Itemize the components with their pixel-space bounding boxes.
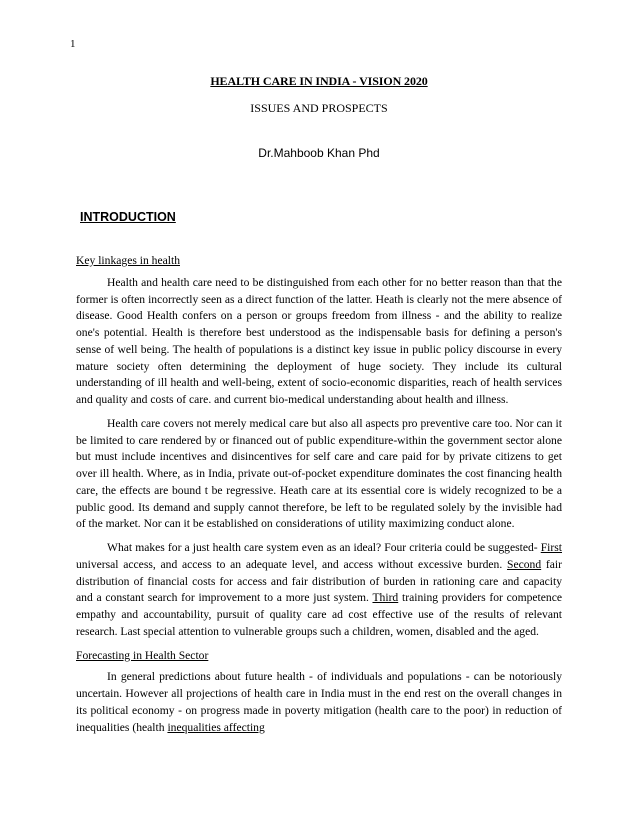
introduction-heading: INTRODUCTION (80, 210, 176, 224)
criterion-second-label: Second (507, 557, 542, 571)
criterion-third-label: Third (372, 591, 399, 605)
criterion-third-text: training providers for competence empathy and accountability, pursuit of quality care ad cost effective use of the results of relevant research. Last special attention to vulnerable groups such a children, women, disabled and the aged. (76, 591, 563, 638)
criterion-first-text: universal access, and access to an adequate level, and access without excessive burden. (76, 557, 508, 571)
forecasting-underlined-text: inequalities affecting (167, 720, 265, 734)
document-title: HEALTH CARE IN INDIA - VISION 2020 (210, 74, 428, 88)
document-body (76, 253, 562, 736)
paragraph-health-care-scope: Health care covers not merely medical care but also all aspects pro preventive care too. Nor can it be limited to care rendered by or financed out of public expenditure-within the government sector alone but must include incentives and disincentives for self care and care paid for by private citizens to get over ill health. Where, as in India, private out-of-pocket expenditure dominates the cost financing health care, the effects are bound t be regressive. Heath care at its essential core is widely recognized to be a public good. Its demand and supply cannot therefore, be left to be regulated solely by the invisible had of the market. Nor can it be established on considerations of utility maximizing conduct alone. (76, 416, 562, 531)
author-name: Dr.Mahboob Khan Phd (258, 146, 380, 160)
criteria-intro-text: What makes for a just health care system even as an ideal? Four criteria could be suggested- (107, 541, 541, 554)
forecasting-text: In general predictions about future health - of individuals and populations - can be notoriously uncertain. However all projections of health care in India must in the end rest on the overall changes in its political economy - on progress made in poverty mitigation (health care to the poor) in reduction of inequalities (health (76, 670, 562, 734)
page-number: 1 (70, 38, 76, 50)
document-subtitle: ISSUES AND PROSPECTS (250, 101, 388, 115)
paragraph-health-distinction: Health and health care need to be distinguished from each other for no better reason than that the former is often incorrectly seen as a direct function of the latter. Heath is clearly not the mere absence of disease. Good Health confers on a person or groups freedom from illness - and the ability to realize one's potential. Health is therefore best understood as the indispensable basis for defining a person's sense of well being. The health of populations is a distinct key issue in public policy discourse in every mature society often determining the deployment of huge society. They include its cultural understanding of ill health and well-being, extent of socio-economic disparities, reach of health services and quality and costs of care. and current bio-medical understanding about health and illness. (76, 275, 562, 406)
paragraph-just-system-criteria (76, 540, 562, 641)
forecasting-heading: Forecasting in Health Sector (76, 648, 209, 662)
criterion-first-label: First (540, 541, 562, 554)
criterion-second-text: fair distribution of financial costs for access and fair distribution of burden in rationing care and capacity and a constant search for improvement to a more just system. (76, 557, 562, 605)
key-linkages-heading: Key linkages in health (76, 254, 180, 267)
paragraph-forecasting (76, 669, 562, 736)
